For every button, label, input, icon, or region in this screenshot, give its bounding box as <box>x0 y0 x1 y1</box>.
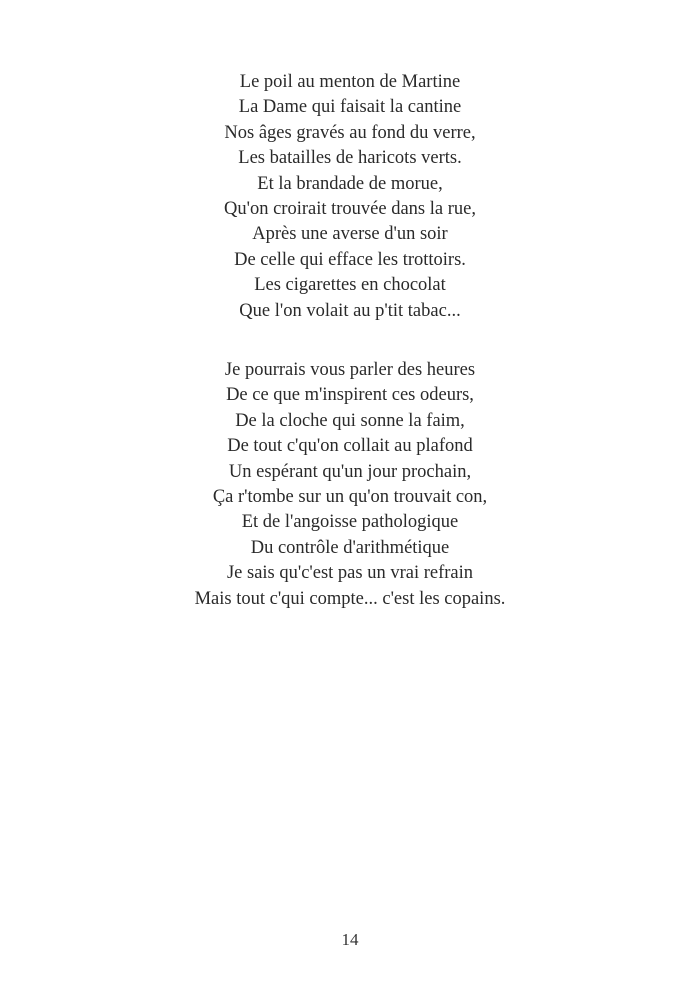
verse-line: Je sais qu'c'est pas un vrai refrain <box>226 563 474 584</box>
verse-line: Et de l'angoisse pathologique <box>241 512 459 533</box>
verse-line: Qu'on croirait trouvée dans la rue, <box>224 199 476 220</box>
verse-line: Ça r'tombe sur un qu'on trouvait con, <box>212 487 488 508</box>
verse-line: De tout c'qu'on collait au plafond <box>227 436 473 457</box>
verse-line: De ce que m'inspirent ces odeurs, <box>226 385 474 406</box>
verse-line: Les cigarettes en chocolat <box>254 275 446 296</box>
verse-line: De la cloche qui sonne la faim, <box>235 410 465 431</box>
stanza-1 <box>0 70 700 324</box>
verse-line: Et la brandade de morue, <box>257 173 443 194</box>
verse-line: Du contrôle d'arithmétique <box>250 537 450 558</box>
verse-line: De celle qui efface les trottoirs. <box>234 249 466 270</box>
verse-line: Je pourrais vous parler des heures <box>224 360 476 380</box>
stanza-2 <box>0 358 700 612</box>
verse-line: Un espérant qu'un jour prochain, <box>228 461 472 482</box>
page-number: 14 <box>341 930 359 949</box>
verse-line: Après une averse d'un soir <box>252 224 448 245</box>
verse-line: Nos âges gravés au fond du verre, <box>224 122 476 143</box>
verse-line: Que l'on volait au p'tit tabac... <box>239 300 461 321</box>
verse-line: La Dame qui faisait la cantine <box>238 97 462 118</box>
verse-line: Mais tout c'qui compte... c'est les copains. <box>194 588 506 609</box>
verse-line: Les batailles de haricots verts. <box>238 148 462 169</box>
verse-line: Le poil au menton de Martine <box>239 72 461 92</box>
